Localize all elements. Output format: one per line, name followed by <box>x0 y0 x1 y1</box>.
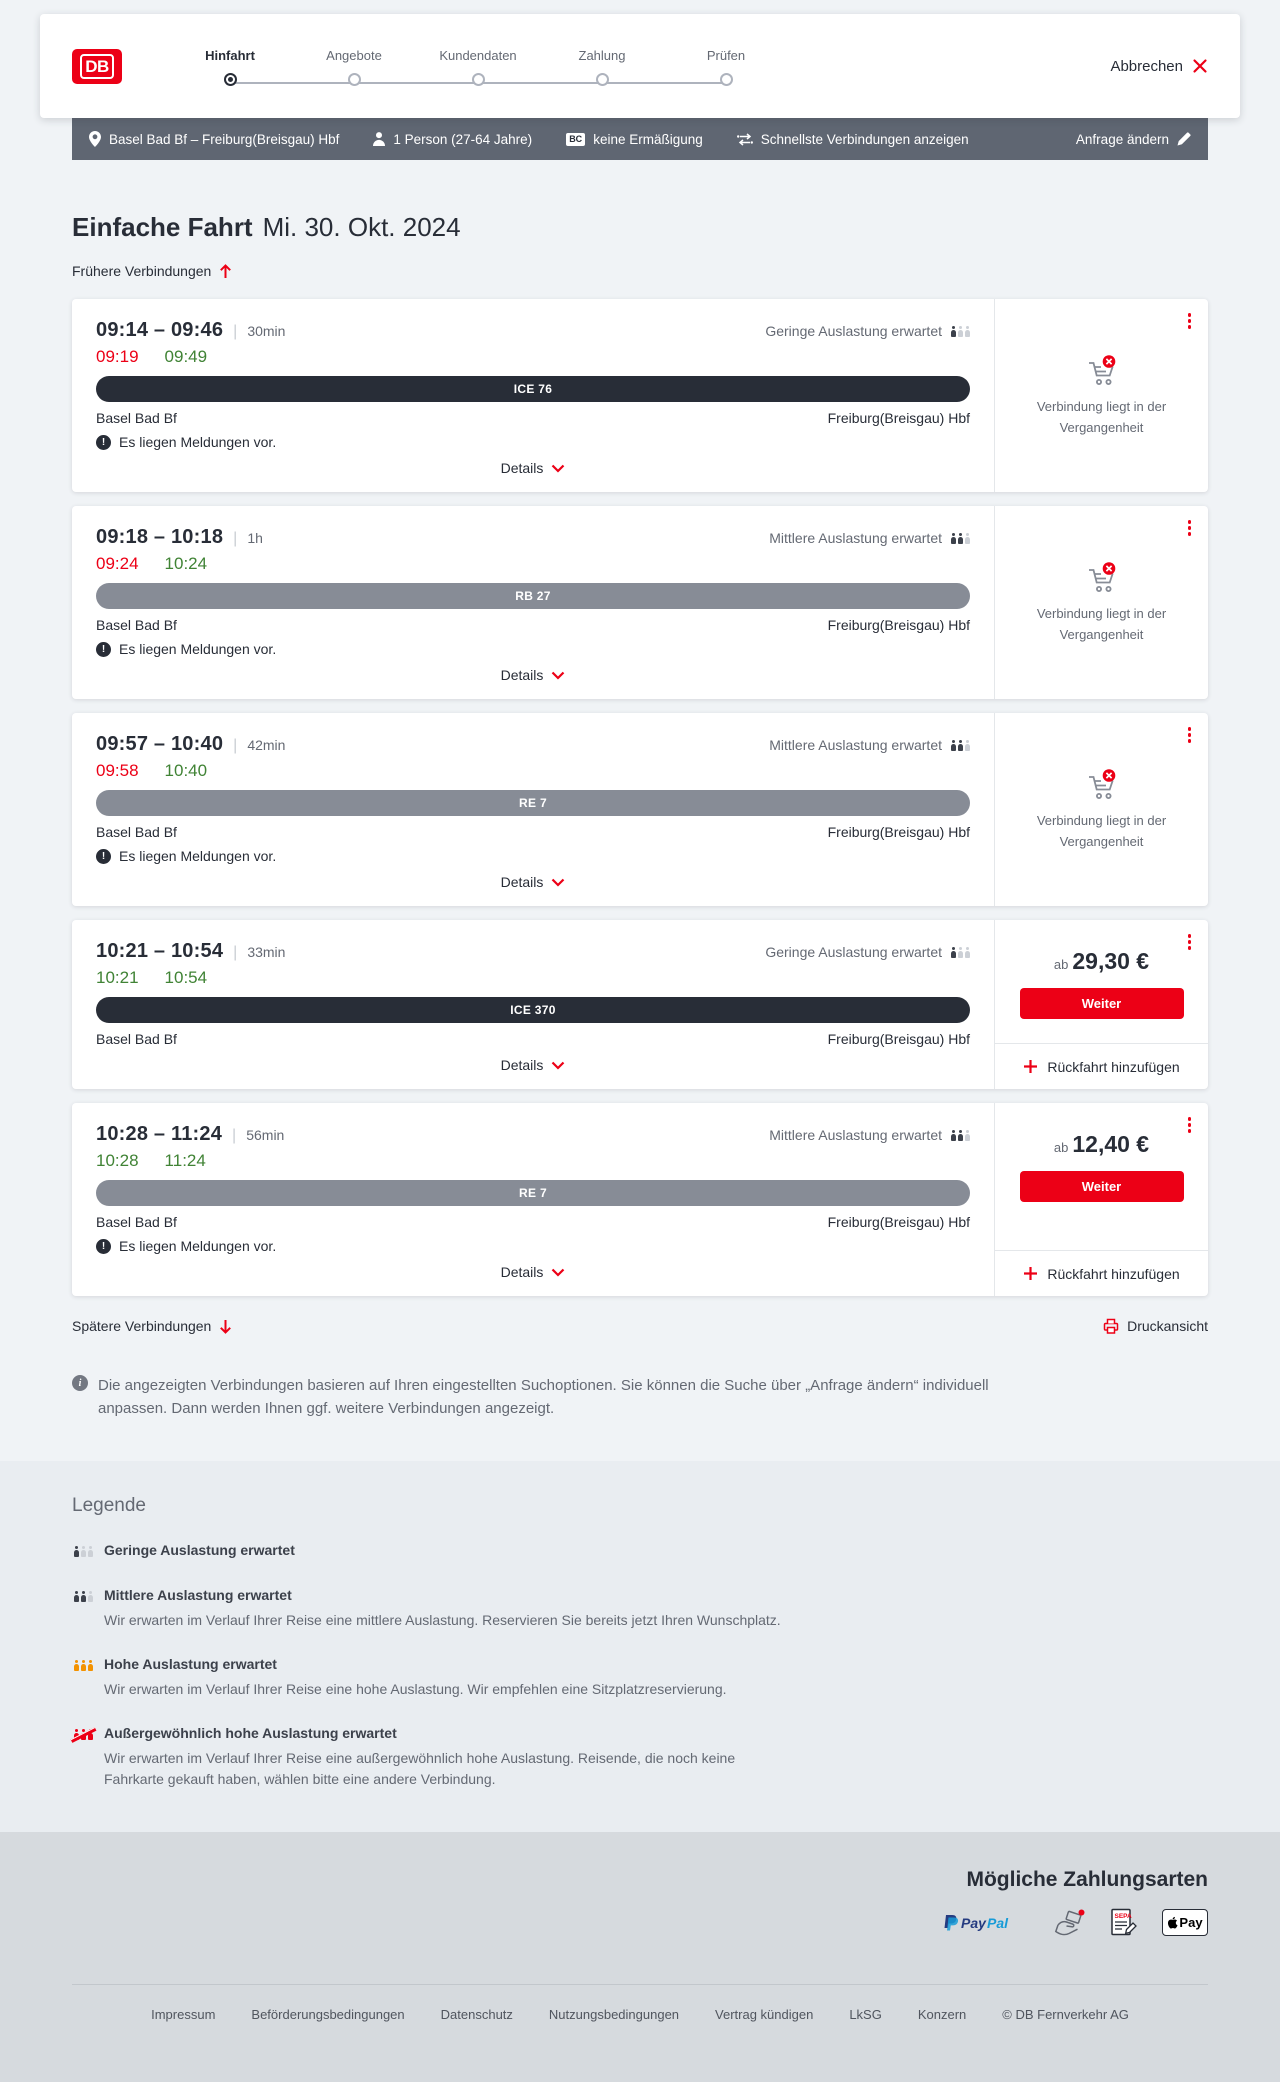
legend-item <box>72 1656 1208 1700</box>
edit-request-button[interactable] <box>1076 132 1191 147</box>
progress-step-label: Prüfen <box>706 48 746 63</box>
location-pin-icon <box>89 131 101 147</box>
db-logo-text: DB <box>80 54 114 79</box>
legend-item-label: Außergewöhnlich hohe Auslastung erwartet <box>104 1724 397 1741</box>
plus-icon <box>1023 1266 1038 1281</box>
later-connections-row <box>72 1318 1208 1334</box>
continue-button[interactable]: Weiter <box>1020 988 1184 1019</box>
connection-action-panel <box>994 1103 1208 1296</box>
more-options-menu[interactable] <box>1186 932 1194 952</box>
scheduled-times: 09:14 – 09:46 <box>96 319 224 341</box>
details-toggle[interactable] <box>501 1264 566 1280</box>
cancel-button[interactable] <box>1110 58 1208 75</box>
add-return-label: Rückfahrt hinzufügen <box>1047 1058 1180 1075</box>
footer-link[interactable]: Konzern <box>917 2006 967 2022</box>
occupancy-icon <box>949 740 970 751</box>
legend-item-label: Hohe Auslastung erwartet <box>104 1655 277 1672</box>
scheduled-times: 10:28 – 11:24 <box>96 1123 223 1145</box>
messages-text: Es liegen Meldungen vor. <box>119 848 277 864</box>
more-options-menu[interactable] <box>1186 518 1194 538</box>
progress-step-dot <box>720 73 733 86</box>
fastest-connections-label: Schnellste Verbindungen anzeigen <box>760 131 969 147</box>
pencil-icon <box>1177 132 1191 146</box>
realtime-row <box>96 761 970 781</box>
realtime-row <box>96 968 970 988</box>
past-connection-note <box>995 299 1208 492</box>
progress-step-dot <box>596 73 609 86</box>
details-toggle[interactable] <box>501 460 566 476</box>
db-logo <box>72 49 122 84</box>
footer-link[interactable]: Nutzungsbedingungen <box>548 2006 680 2022</box>
price-line <box>995 948 1208 975</box>
price-panel <box>995 1103 1208 1296</box>
copyright-text: © DB Fernverkehr AG <box>1002 2006 1129 2022</box>
passenger-text: 1 Person (27-64 Jahre) <box>393 131 533 147</box>
chevron-down-icon <box>551 878 565 887</box>
messages-note <box>96 641 970 657</box>
cart-unavailable-icon <box>1082 353 1122 387</box>
legend-item <box>72 1542 1208 1562</box>
details-label: Details <box>500 1264 544 1280</box>
realtime-arrival: 11:24 <box>164 1151 206 1170</box>
page-title <box>72 212 1208 243</box>
footer-link[interactable]: LkSG <box>849 2006 882 2022</box>
connection-details <box>72 299 994 492</box>
footer-link[interactable]: Beförderungsbedingungen <box>251 2006 405 2022</box>
duration: 33min <box>247 944 286 960</box>
messages-note <box>96 1238 970 1254</box>
arrival-station: Freiburg(Breisgau) Hbf <box>827 410 970 426</box>
print-view-link[interactable] <box>1103 1318 1208 1334</box>
cart-unavailable-icon <box>1082 767 1122 801</box>
apple-pay-text: Pay <box>1179 1915 1203 1930</box>
legend-item-description: Wir erwarten im Verlauf Ihrer Reise eine mittlere Auslastung. Reservieren Sie bereits jetzt Ihren Wunschplatz. <box>104 1611 781 1628</box>
price-line <box>995 1131 1208 1158</box>
apple-pay-icon <box>1162 1909 1208 1936</box>
duration-separator: | <box>233 944 238 961</box>
info-note <box>72 1374 1208 1421</box>
duration-separator: | <box>233 530 238 547</box>
duration-separator: | <box>233 323 238 340</box>
svg-text:Pal: Pal <box>987 1914 1009 1931</box>
progress-step-label: Kundendaten <box>439 48 517 63</box>
more-options-menu[interactable] <box>1186 725 1194 745</box>
messages-note <box>96 434 970 450</box>
occupancy-icon <box>949 326 970 337</box>
legend-title: Legende <box>72 1494 146 1516</box>
cart-unavailable-icon <box>1082 560 1122 594</box>
messages-text: Es liegen Meldungen vor. <box>119 434 277 450</box>
occupancy-label: Mittlere Auslastung erwartet <box>769 530 942 546</box>
past-connection-text: Verbindung liegt in der Vergangenheit <box>1036 606 1167 642</box>
discount-text: keine Ermäßigung <box>593 131 703 147</box>
progress-step-label: Hinfahrt <box>205 48 255 63</box>
payment-methods-icons <box>72 1908 1208 1938</box>
realtime-arrival: 10:24 <box>164 554 208 573</box>
duration-separator: | <box>233 737 238 754</box>
past-connection-text: Verbindung liegt in der Vergangenheit <box>1036 813 1167 849</box>
connection-action-panel <box>994 506 1208 699</box>
occupancy-icon <box>949 947 970 958</box>
footer-links <box>0 1985 1280 2082</box>
details-toggle[interactable] <box>501 1057 566 1073</box>
connection-card <box>72 299 1208 492</box>
chevron-down-icon <box>551 671 565 680</box>
discount-summary <box>566 132 703 147</box>
add-return-label: Rückfahrt hinzufügen <box>1047 1265 1180 1282</box>
duration: 30min <box>247 323 286 339</box>
realtime-row <box>96 554 970 574</box>
occupancy-indicator <box>769 1127 970 1143</box>
scheduled-times: 09:57 – 10:40 <box>96 733 224 755</box>
occupancy-legend-icon <box>72 1656 104 1700</box>
details-label: Details <box>500 1057 544 1073</box>
sepa-direct-debit-icon <box>1110 1908 1138 1937</box>
svg-text:SEPA: SEPA <box>1114 1913 1132 1920</box>
print-view-label: Druckansicht <box>1127 1318 1208 1334</box>
stations-row <box>96 824 970 840</box>
connection-card <box>72 920 1208 1089</box>
legend-item <box>72 1725 1208 1790</box>
earlier-connections-link[interactable] <box>72 263 232 279</box>
progress-step-dot <box>224 73 237 86</box>
paypal-icon <box>942 1911 1030 1935</box>
train-line-bar: ICE 76 <box>96 376 970 402</box>
bahncard-icon: BC <box>566 133 585 146</box>
footer-link[interactable]: Vertrag kündigen <box>715 2006 814 2022</box>
more-options-menu[interactable] <box>1186 1115 1194 1135</box>
connection-card <box>72 506 1208 699</box>
train-line-bar: RE 7 <box>96 790 970 816</box>
progress-step-dot <box>348 73 361 86</box>
stations-row <box>96 1214 970 1230</box>
connection-action-panel <box>994 920 1208 1089</box>
footer-link[interactable]: Impressum <box>151 2006 216 2022</box>
details-toggle[interactable] <box>501 667 566 683</box>
details-toggle[interactable] <box>501 874 566 890</box>
duration: 1h <box>247 530 263 546</box>
info-note-text: Die angezeigten Verbindungen basieren auf Ihren eingestellten Suchoptionen. Sie können die Suche über „Anfrage ändern“ individuell anpassen. Dann werden Ihnen ggf. weitere Verbindungen angezeigt. <box>98 1377 989 1418</box>
printer-icon <box>1103 1318 1119 1334</box>
footer-link[interactable]: Datenschutz <box>440 2006 513 2022</box>
price-value: 29,30 € <box>1072 948 1150 974</box>
close-icon <box>1192 58 1208 74</box>
chevron-down-icon <box>551 1061 565 1070</box>
stations-row <box>96 617 970 633</box>
later-connections-link[interactable] <box>72 1318 232 1334</box>
legend-item-label: Geringe Auslastung erwartet <box>104 1541 295 1558</box>
progress-step-dot <box>472 73 485 86</box>
realtime-arrival: 09:49 <box>164 347 208 366</box>
progress-step <box>664 48 788 86</box>
continue-button[interactable]: Weiter <box>1020 1171 1184 1202</box>
legend-section <box>0 1461 1280 1832</box>
past-connection-note <box>995 506 1208 699</box>
realtime-departure: 09:19 <box>96 347 139 366</box>
warning-icon: ! <box>96 849 111 864</box>
add-return-button[interactable] <box>995 1043 1208 1089</box>
details-label: Details <box>500 460 544 476</box>
girocard-icon <box>1054 1908 1086 1938</box>
arrival-station: Freiburg(Breisgau) Hbf <box>827 1031 970 1047</box>
occupancy-icon <box>949 1130 970 1141</box>
occupancy-indicator <box>769 737 970 753</box>
occupancy-label: Geringe Auslastung erwartet <box>765 323 942 339</box>
past-connection-text: Verbindung liegt in der Vergangenheit <box>1036 399 1167 435</box>
earlier-connections-row <box>72 263 1208 281</box>
arrow-down-icon <box>219 1319 232 1334</box>
connection-details <box>72 920 994 1089</box>
departure-station: Basel Bad Bf <box>96 1214 177 1230</box>
occupancy-indicator <box>765 323 970 339</box>
duration-separator: | <box>232 1127 237 1144</box>
train-line-bar: RB 27 <box>96 583 970 609</box>
occupancy-indicator <box>765 944 970 960</box>
occupancy-legend-icon <box>72 1587 104 1631</box>
occupancy-legend-icon <box>72 1542 104 1562</box>
duration: 56min <box>246 1127 285 1143</box>
edit-request-label: Anfrage ändern <box>1075 131 1169 147</box>
later-connections-label: Spätere Verbindungen <box>72 1318 212 1334</box>
route-summary <box>89 131 339 147</box>
arrival-station: Freiburg(Breisgau) Hbf <box>827 1214 970 1230</box>
progress-steps <box>168 46 788 86</box>
realtime-row <box>96 347 970 367</box>
passenger-summary <box>373 132 532 147</box>
svg-text:Pay: Pay <box>961 1914 986 1931</box>
journey-date: Mi. 30. Okt. 2024 <box>262 212 461 242</box>
connection-action-panel <box>994 713 1208 906</box>
search-summary-bar <box>72 118 1208 160</box>
footer-section <box>0 1832 1280 2082</box>
departure-station: Basel Bad Bf <box>96 824 177 840</box>
warning-icon: ! <box>96 642 111 657</box>
progress-step <box>292 48 416 86</box>
messages-note <box>96 848 970 864</box>
occupancy-indicator <box>769 530 970 546</box>
stations-row <box>96 410 970 426</box>
scheduled-times: 09:18 – 10:18 <box>96 526 224 548</box>
chevron-down-icon <box>551 1268 565 1277</box>
progress-step <box>540 48 664 86</box>
arrow-up-icon <box>219 264 232 279</box>
departure-station: Basel Bad Bf <box>96 1031 177 1047</box>
realtime-arrival: 10:40 <box>164 761 208 780</box>
earlier-connections-label: Frühere Verbindungen <box>72 263 212 279</box>
occupancy-label: Mittlere Auslastung erwartet <box>769 1127 942 1143</box>
price-value: 12,40 € <box>1072 1131 1150 1157</box>
progress-step <box>416 48 540 86</box>
past-connection-note <box>995 713 1208 906</box>
results-main <box>72 212 1208 1421</box>
plus-icon <box>1023 1059 1038 1074</box>
price-prefix: ab <box>1053 957 1069 972</box>
progress-step-label: Zahlung <box>578 48 626 63</box>
connection-action-panel <box>994 299 1208 492</box>
train-line-bar: ICE 370 <box>96 997 970 1023</box>
add-return-button[interactable] <box>995 1250 1208 1296</box>
info-icon: i <box>72 1375 88 1391</box>
warning-icon: ! <box>96 435 111 450</box>
details-label: Details <box>500 667 544 683</box>
occupancy-legend-icon <box>72 1725 104 1790</box>
details-label: Details <box>500 874 544 890</box>
legend-item-description: Wir erwarten im Verlauf Ihrer Reise eine hohe Auslastung. Wir empfehlen eine Sitzplatzreservierung. <box>104 1680 727 1697</box>
legend-item-label: Mittlere Auslastung erwartet <box>104 1586 292 1603</box>
occupancy-label: Geringe Auslastung erwartet <box>765 944 942 960</box>
more-options-menu[interactable] <box>1186 311 1194 331</box>
duration: 42min <box>247 737 286 753</box>
arrival-station: Freiburg(Breisgau) Hbf <box>827 824 970 840</box>
journey-type: Einfache Fahrt <box>72 212 253 242</box>
occupancy-icon <box>949 533 970 544</box>
legend-item-description: Wir erwarten im Verlauf Ihrer Reise eine außergewöhnlich hohe Auslastung. Reisende, die noch keine Fahrkarte gekauft haben, wählen bitte eine andere Verbindung. <box>104 1749 736 1787</box>
stations-row <box>96 1031 970 1047</box>
occupancy-label: Mittlere Auslastung erwartet <box>769 737 942 753</box>
train-line-bar: RE 7 <box>96 1180 970 1206</box>
messages-text: Es liegen Meldungen vor. <box>119 1238 277 1254</box>
chevron-down-icon <box>551 464 565 473</box>
payment-methods-title: Mögliche Zahlungsarten <box>966 1867 1208 1891</box>
realtime-departure: 10:28 <box>96 1151 139 1170</box>
price-prefix: ab <box>1053 1140 1069 1155</box>
connection-card <box>72 1103 1208 1296</box>
person-icon <box>373 132 385 146</box>
legend-item <box>72 1587 1208 1631</box>
realtime-arrival: 10:54 <box>164 968 208 987</box>
price-panel <box>995 920 1208 1089</box>
page-header <box>40 14 1240 118</box>
connection-details <box>72 1103 994 1296</box>
cancel-label: Abbrechen <box>1110 57 1183 75</box>
fastest-connections-toggle[interactable] <box>737 132 969 147</box>
realtime-row <box>96 1151 970 1171</box>
messages-text: Es liegen Meldungen vor. <box>119 641 277 657</box>
departure-station: Basel Bad Bf <box>96 617 177 633</box>
progress-step-label: Angebote <box>326 48 382 63</box>
arrival-station: Freiburg(Breisgau) Hbf <box>827 617 970 633</box>
scheduled-times: 10:21 – 10:54 <box>96 940 224 962</box>
departure-station: Basel Bad Bf <box>96 410 177 426</box>
realtime-departure: 10:21 <box>96 968 139 987</box>
route-text: Basel Bad Bf – Freiburg(Breisgau) Hbf <box>109 131 340 147</box>
realtime-departure: 09:58 <box>96 761 139 780</box>
realtime-departure: 09:24 <box>96 554 139 573</box>
swap-arrows-icon <box>737 133 753 146</box>
connection-details <box>72 713 994 906</box>
connection-details <box>72 506 994 699</box>
connection-card <box>72 713 1208 906</box>
progress-step <box>168 48 292 86</box>
warning-icon: ! <box>96 1239 111 1254</box>
